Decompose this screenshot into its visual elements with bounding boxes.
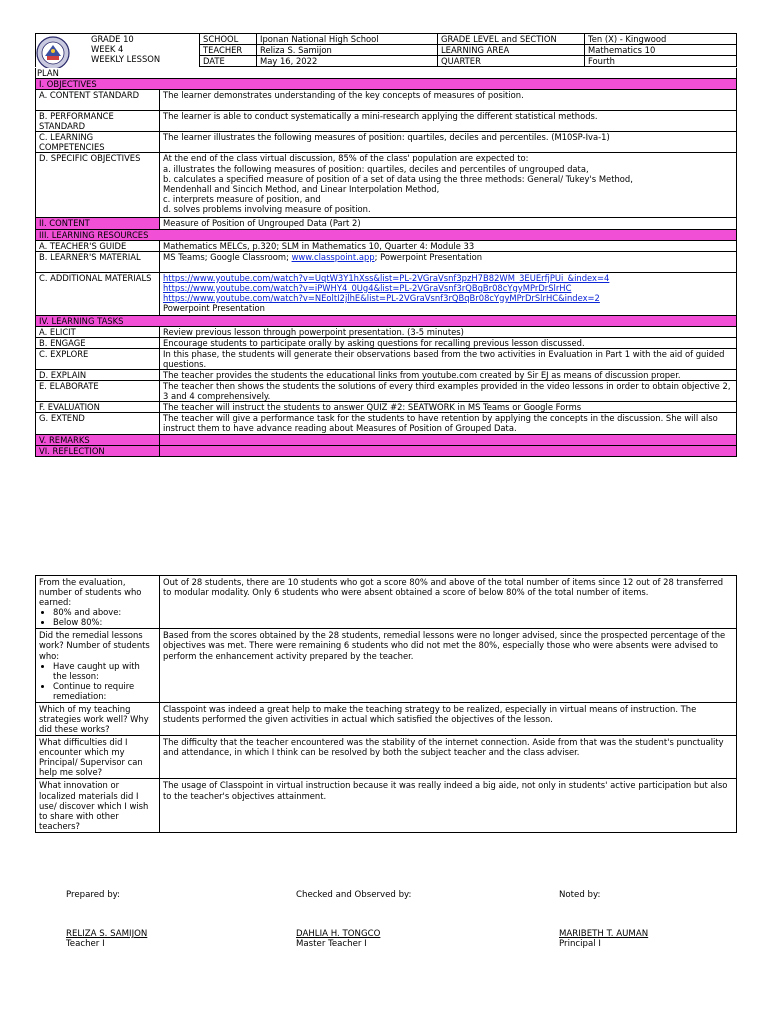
bullet-list bbox=[39, 607, 156, 627]
bullet-item: • 80% and above: bbox=[53, 607, 156, 617]
teacher-label: TEACHER bbox=[200, 45, 257, 56]
bullet-item: • Continue to require remediation: bbox=[53, 681, 156, 701]
learning-area-value: Mathematics 10 bbox=[585, 45, 737, 56]
reflection-question: Which of my teaching strategies work well? Why did these works? bbox=[36, 702, 160, 735]
youtube-link-3[interactable]: https://www.youtube.com/watch?v=NEoltI2jlhE&list=PL-2VGraVsnf3rQBqBr08cYgyMPrDrSlrHC&index=2 bbox=[163, 292, 600, 303]
plan-text-2: PLAN bbox=[37, 68, 59, 78]
task-label: B. ENGAGE bbox=[36, 337, 160, 348]
school-seal-icon bbox=[36, 36, 70, 70]
quarter-label: QUARTER bbox=[438, 56, 585, 67]
date-label: DATE bbox=[200, 56, 257, 67]
learning-area-label: LEARNING AREA bbox=[438, 45, 585, 56]
teachers-guide-value: Mathematics MELCs, p.320; SLM in Mathematics 10, Quarter 4: Module 33 bbox=[160, 240, 737, 251]
task-text: The teacher then shows the students the solutions of every third examples provided in the video lessons in order to obtain objective 2, 3 and 4 comprehensively. bbox=[160, 381, 737, 402]
specific-line: At the end of the class virtual discussion, 85% of the class' population are expected to: bbox=[163, 153, 529, 164]
grade-level-label: GRADE LEVEL and SECTION bbox=[438, 34, 585, 45]
prepared-name: RELIZA S. SAMIJON bbox=[66, 929, 148, 939]
additional-materials-value bbox=[160, 272, 737, 315]
remarks-value bbox=[160, 434, 737, 445]
section-objectives: I. OBJECTIVES bbox=[36, 79, 737, 90]
additional-extra: Powerpoint Presentation bbox=[163, 302, 265, 313]
performance-standard-label: B. PERFORMANCE STANDARD bbox=[36, 111, 160, 132]
checked-name: DAHLIA H. TONGCO bbox=[296, 929, 381, 939]
task-text: Review previous lesson through powerpoint presentation. (3-5 minutes) bbox=[160, 326, 737, 337]
competencies-label: C. LEARNING COMPETENCIES bbox=[36, 132, 160, 153]
reflection-question: What difficulties did I encounter which my Principal/ Supervisor can help me solve? bbox=[36, 736, 160, 779]
school-value: Iponan National High School bbox=[257, 34, 438, 45]
section-resources: III. LEARNING RESOURCES bbox=[36, 229, 737, 240]
reflection-question: What innovation or localized materials did I use/ discover which I wish to share with other teachers? bbox=[36, 779, 160, 832]
noted-signature bbox=[559, 929, 648, 950]
youtube-link-2[interactable]: https://www.youtube.com/watch?v=iPWHY4_0Ug4&list=PL-2VGraVsnf3rQBqBr08cYgyMPrDrSlrHC bbox=[163, 282, 572, 293]
classpoint-link[interactable]: www.classpoint.app bbox=[291, 251, 375, 262]
noted-title: Principal I bbox=[559, 939, 601, 950]
specific-line: d. solves problems involving measure of position. bbox=[163, 203, 371, 214]
checked-title: Master Teacher I bbox=[296, 939, 367, 950]
reflection-value bbox=[160, 445, 737, 456]
section-remarks: V. REMARKS bbox=[36, 434, 160, 445]
teachers-guide-label: A. TEACHER'S GUIDE bbox=[36, 240, 160, 251]
task-label: E. ELABORATE bbox=[36, 381, 160, 402]
plan-text-1: WEEKLY LESSON bbox=[91, 54, 161, 65]
section-content: II. CONTENT bbox=[36, 218, 160, 229]
teacher-value: Reliza S. Samijon bbox=[257, 45, 438, 56]
question-text: Did the remedial lessons work? Number of students who: bbox=[39, 630, 150, 661]
plan-section-row bbox=[36, 68, 737, 79]
task-label: F. EVALUATION bbox=[36, 402, 160, 413]
performance-standard-value: The learner is able to conduct systematically a mini-research applying the different statistical methods. bbox=[160, 111, 737, 132]
content-standard-value: The learner demonstrates understanding of the key concepts of measures of position. bbox=[160, 90, 737, 111]
reflection-answer: Out of 28 students, there are 10 students who got a score 80% and above of the total number of items since 12 out of 28 transferred to modular modality. Only 6 students who were absent obtained a score of below 80% of the total number of items. bbox=[160, 576, 737, 629]
quarter-value: Fourth bbox=[585, 56, 737, 67]
prepared-by-label: Prepared by: bbox=[66, 890, 121, 900]
section-reflection: VI. REFLECTION bbox=[36, 445, 160, 456]
learners-material-label: B. LEARNER'S MATERIAL bbox=[36, 251, 160, 272]
task-text: In this phase, the students will generate their observations based from the two activities in Evaluation in Part 1 with the aid of guided questions. bbox=[160, 348, 737, 369]
reflection-question bbox=[36, 576, 160, 629]
learners-material-post: ; Powerpoint Presentation bbox=[374, 251, 483, 262]
content-value: Measure of Position of Ungrouped Data (Part 2) bbox=[160, 218, 737, 229]
grade-level-value: Ten (X) - Kingwood bbox=[585, 34, 737, 45]
specific-line: Mendenhall and Sincich Method, and Linear Interpolation Method, bbox=[163, 183, 440, 194]
prepared-title: Teacher I bbox=[66, 939, 105, 950]
learners-material-value bbox=[160, 251, 737, 272]
bullet-list bbox=[39, 661, 156, 701]
lesson-plan-table bbox=[35, 68, 737, 457]
header-table bbox=[35, 33, 737, 67]
specific-line: b. calculates a specified measure of position of a set of data using the three methods: General/ Tukey's Method, bbox=[163, 173, 633, 184]
school-label: SCHOOL bbox=[200, 34, 257, 45]
noted-by-label: Noted by: bbox=[559, 890, 601, 900]
prepared-signature bbox=[66, 929, 147, 950]
task-label: C. EXPLORE bbox=[36, 348, 160, 369]
reflection-answer: The difficulty that the teacher encountered was the stability of the internet connection. Aside from that was the student's punctuality and attendance, in which I think can be resolved by both the subject teacher and the class adviser. bbox=[160, 736, 737, 779]
week-text: WEEK 4 bbox=[91, 44, 124, 55]
reflection-question bbox=[36, 629, 160, 703]
grade-text: GRADE 10 bbox=[91, 34, 134, 44]
competencies-value: The learner illustrates the following measures of position: quartiles, deciles and percentiles. (M10SP-Iva-1) bbox=[160, 132, 737, 153]
specific-line: c. interprets measure of position, and bbox=[163, 193, 321, 204]
learners-material-pre: MS Teams; Google Classroom; bbox=[163, 251, 292, 262]
task-text: The teacher will instruct the students to answer QUIZ #2: SEATWORK in MS Teams or Google Forms bbox=[160, 402, 737, 413]
specific-line: a. illustrates the following measures of position: quartiles, deciles and percentiles of ungrouped data, bbox=[163, 163, 589, 174]
bullet-item: • Below 80%: bbox=[53, 617, 156, 627]
additional-materials-label: C. ADDITIONAL MATERIALS bbox=[36, 272, 160, 315]
task-text: Encourage students to participate orally by asking questions for recalling previous lesson discussed. bbox=[160, 337, 737, 348]
task-label: D. EXPLAIN bbox=[36, 370, 160, 381]
task-text: The teacher provides the students the educational links from youtube.com created by Sir EJ as means of discussion proper. bbox=[160, 370, 737, 381]
noted-name: MARIBETH T. AUMAN bbox=[559, 929, 649, 939]
reflection-answer: Classpoint was indeed a great help to make the teaching strategy to be realized, especially in virtual means of instruction. The students performed the given activities in actual which satisfied the objectives of the lesson. bbox=[160, 702, 737, 735]
section-tasks: IV. LEARNING TASKS bbox=[36, 315, 737, 326]
checked-by-label: Checked and Observed by: bbox=[296, 890, 412, 900]
task-label: G. EXTEND bbox=[36, 413, 160, 434]
reflection-answer: The usage of Classpoint in virtual instruction because it was really indeed a big aide, not only in students' active participation but also to the teacher's objectives attainment. bbox=[160, 779, 737, 832]
reflection-answer: Based from the scores obtained by the 28 students, remedial lessons were no longer advised, since the prospected percentage of the objectives was met. There were remaining 6 students who did not met the 80%, especially those who were absents were advised to perform the enhancement activity prepared by the teacher. bbox=[160, 629, 737, 703]
bullet-item: • Have caught up with the lesson: bbox=[53, 661, 156, 681]
specific-objectives-label: D. SPECIFIC OBJECTIVES bbox=[36, 153, 160, 218]
specific-objectives-value bbox=[160, 153, 737, 218]
date-value: May 16, 2022 bbox=[257, 56, 438, 67]
task-text: The teacher will give a performance task for the students to have retention by applying the concepts in the discussion. She will also instruct them to have advance reading about Measures of Position of Grouped Data. bbox=[160, 413, 737, 434]
content-standard-label: A. CONTENT STANDARD bbox=[36, 90, 160, 111]
reflection-table bbox=[35, 575, 737, 833]
question-text: From the evaluation, number of students who earned: bbox=[39, 577, 142, 608]
checked-signature bbox=[296, 929, 380, 950]
youtube-link-1[interactable]: https://www.youtube.com/watch?v=UqtW3Y1hXss&list=PL-2VGraVsnf3pzH7B82WM_3EUErfjPUi_&index=4 bbox=[163, 272, 610, 283]
task-label: A. ELICIT bbox=[36, 326, 160, 337]
